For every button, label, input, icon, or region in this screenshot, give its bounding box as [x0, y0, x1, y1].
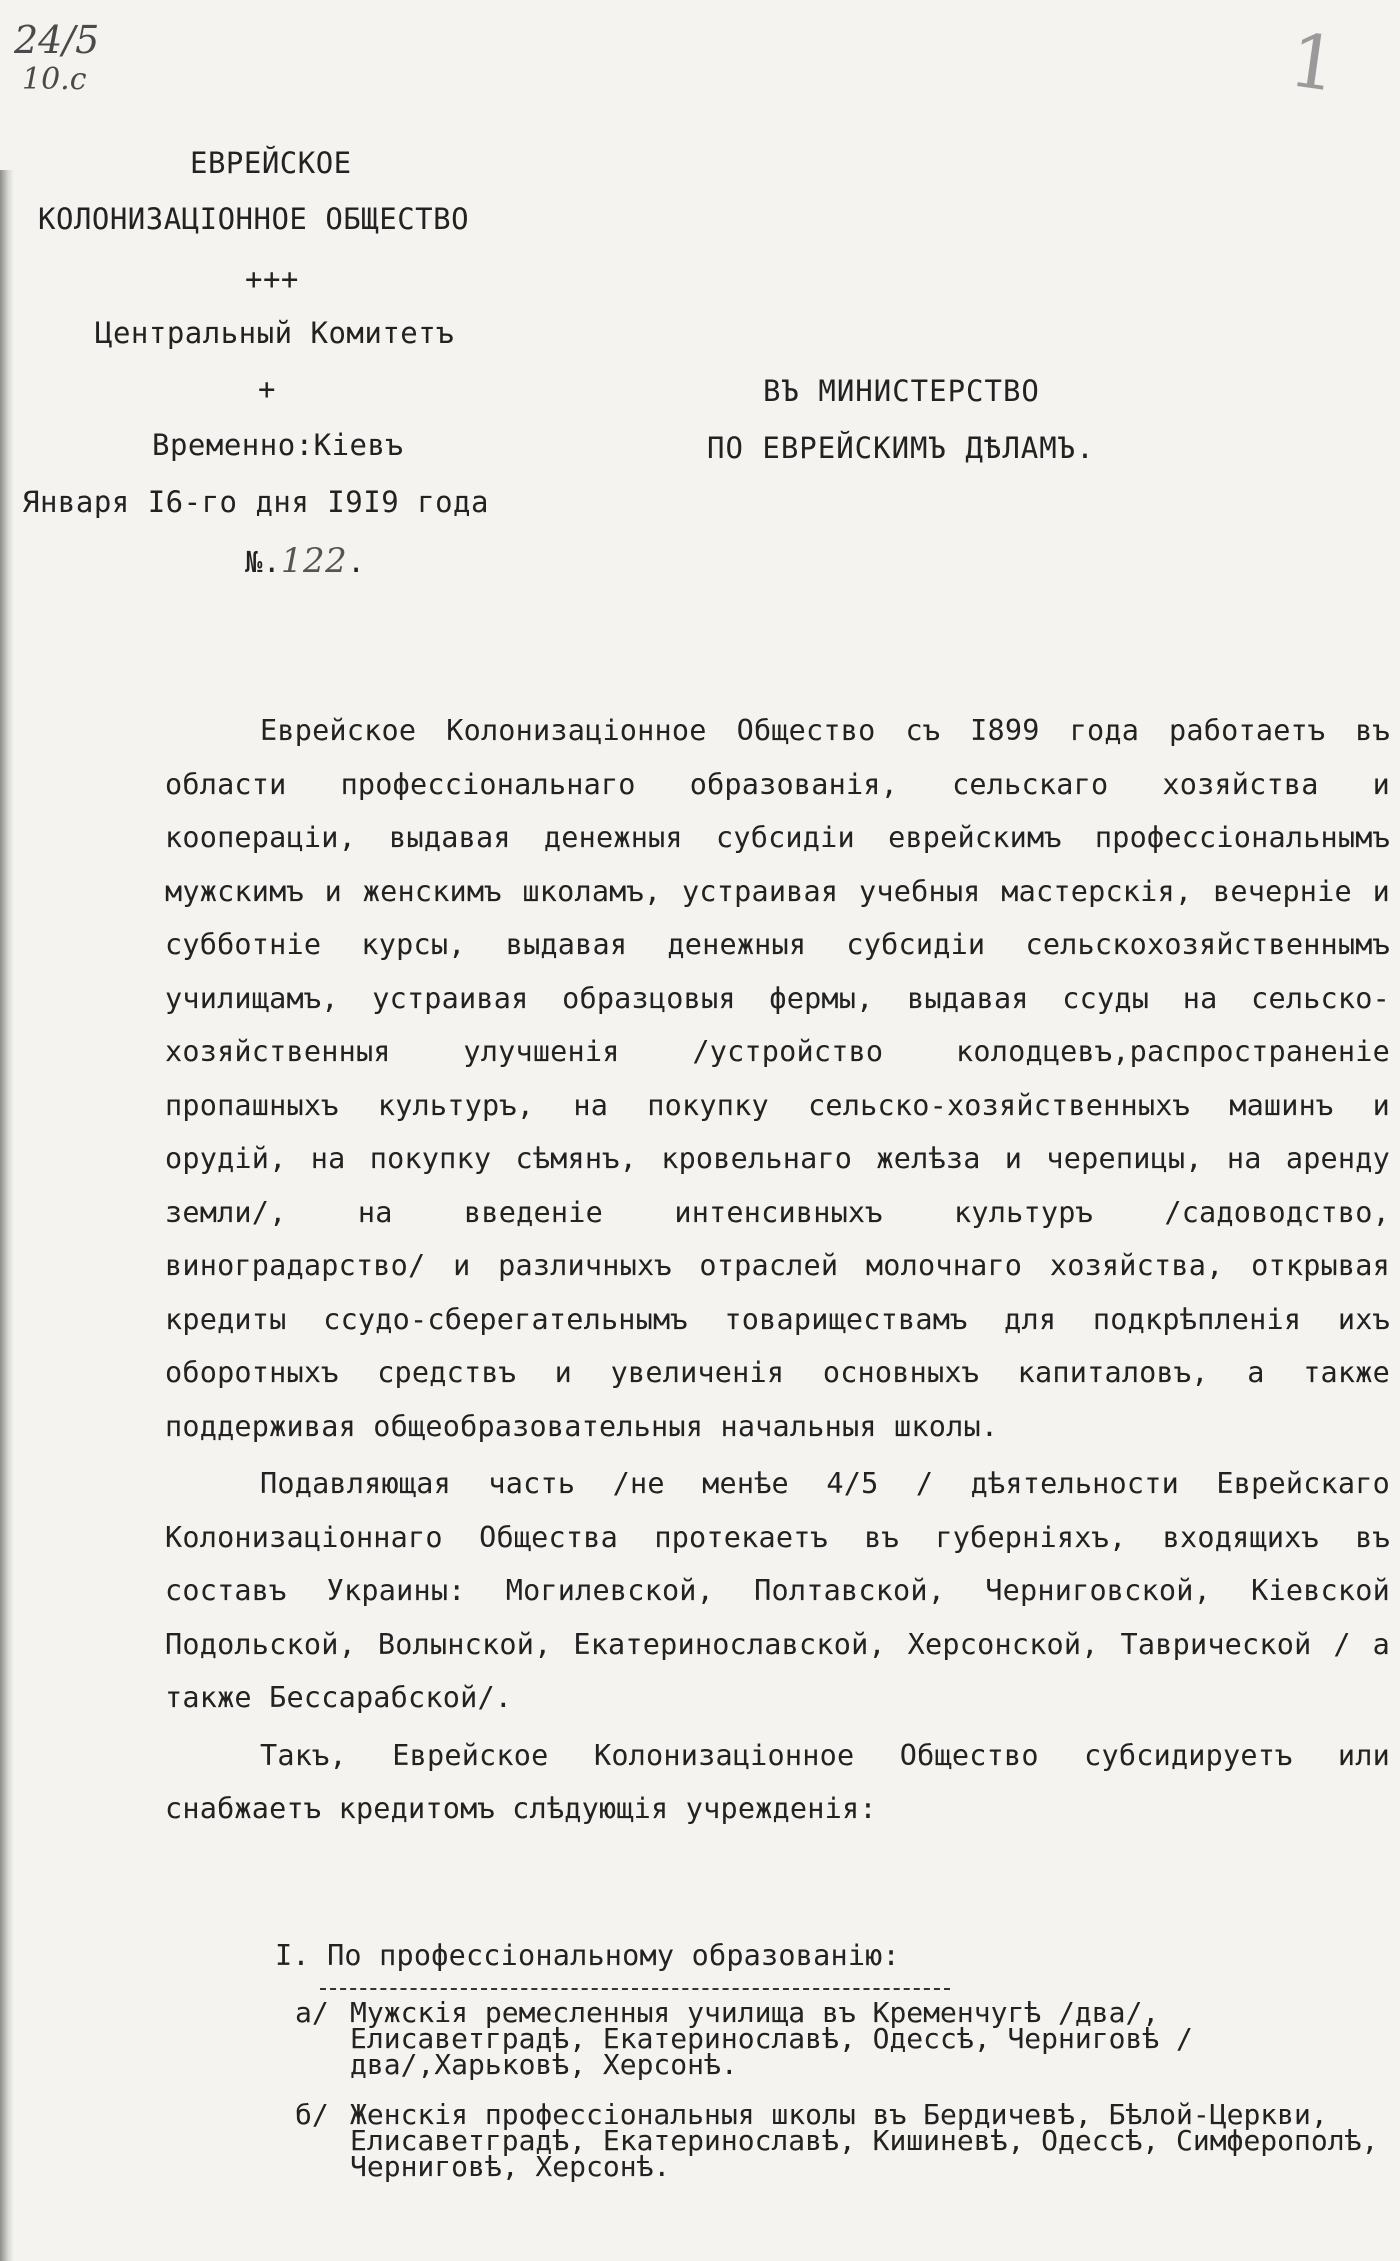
- body-paragraph-2: Подавляющая часть /не менѣе 4/5 / дѣятельности Еврейскаго Колонизацiоннаго Общества протекаетъ въ губернiяхъ, входящихъ въ составъ Украины: Могилевской, Полтавской, Черниговской, Кiевской Подольской, Волынской, Екатеринославской, Херсонской, Таврической / а также Бессарабской/.: [165, 1467, 1390, 1714]
- page-edge-shadow: [0, 170, 14, 2261]
- location: Временно:Кiевъ: [152, 428, 404, 462]
- recipient-line1: ВЪ МИНИСТЕРСТВО: [763, 374, 1040, 408]
- letter-date: Января I6-го дня I9I9 года: [22, 485, 489, 519]
- body-paragraph-3: Такъ, Еврейское Колонизацiонное Общество субсидируетъ или снабжаетъ кредитомъ слѣдующiя учрежденiя:: [165, 1738, 1390, 1825]
- committee-name: Центральный Комитетъ: [95, 316, 455, 350]
- list-item-text: Женскiя профессiональныя школы въ Бердичевѣ, Бѣлой-Церкви, Елисаветградѣ, Екатеринославѣ, Кишиневѣ, Одессѣ, Симферополѣ, Черниговѣ, Херсонѣ.: [350, 2098, 1379, 2183]
- section-heading-underline: [320, 1988, 950, 1990]
- recipient-line2: ПО ЕВРЕЙСКИМЪ ДѢЛАМЪ.: [707, 431, 1095, 465]
- list-item-marker: а/: [295, 1996, 329, 2029]
- letter-body: [165, 704, 1390, 1836]
- margin-note-second: 10.c: [22, 62, 87, 97]
- folio-number: 1: [1284, 17, 1343, 109]
- margin-note-top: 24/5: [14, 18, 100, 62]
- org-name-line2: КОЛОНИЗАЦIОННОЕ ОБЩЕСТВО: [38, 202, 470, 236]
- number-suffix: .: [347, 545, 366, 579]
- number-prefix: №.: [245, 545, 281, 579]
- ornament: +++: [245, 262, 299, 296]
- separator: +: [258, 372, 276, 406]
- list-item: [295, 2098, 1390, 2183]
- list-item: [295, 1996, 1390, 2081]
- list-item-text: Мужскiя ремесленныя училища въ Кременчугѣ /два/, Елисаветградѣ, Екатеринославѣ, Одессѣ, Черниговѣ /два/,Харьковѣ, Херсонѣ.: [350, 1996, 1193, 2081]
- letter-number: [245, 541, 365, 581]
- section-heading: I. По профессiональному образованiю:: [275, 1939, 900, 1972]
- number-handwritten: 122: [280, 541, 348, 581]
- list-item-marker: б/: [295, 2098, 329, 2131]
- body-paragraph-1: Еврейское Колонизацiонное Общество съ I899 года работаетъ въ области профессiональнаго образованiя, сельскаго хозяйства и кооперацiи, выдавая денежныя субсидiи еврейскимъ профессiональнымъ мужскимъ и женскимъ школамъ, устраивая учебныя мастерскiя, вечернiе и субботнiе курсы, выдавая денежныя субсидiи сельскохозяйственнымъ училищамъ, устраивая образцовыя фермы, выдавая ссуды на сельско-хозяйственныя улучшенiя /устройство колодцевъ,распространенiе пропашныхъ культуръ, на покупку сельско-хозяйственныхъ машинъ и орудiй, на покупку сѣмянъ, кровельнаго желѣза и черепицы, на аренду земли/, на введенiе интенсивныхъ культуръ /садоводство, виноградарство/ и различныхъ отраслей молочнаго хозяйства, открывая кредиты ссудо-сберегательнымъ товариществамъ для подкрѣпленiя ихъ оборотныхъ средствъ и увеличенiя основныхъ капиталовъ, а также поддерживая общеобразовательныя начальныя школы.: [165, 714, 1390, 1443]
- org-name-line1: ЕВРЕЙСКОЕ: [190, 146, 352, 180]
